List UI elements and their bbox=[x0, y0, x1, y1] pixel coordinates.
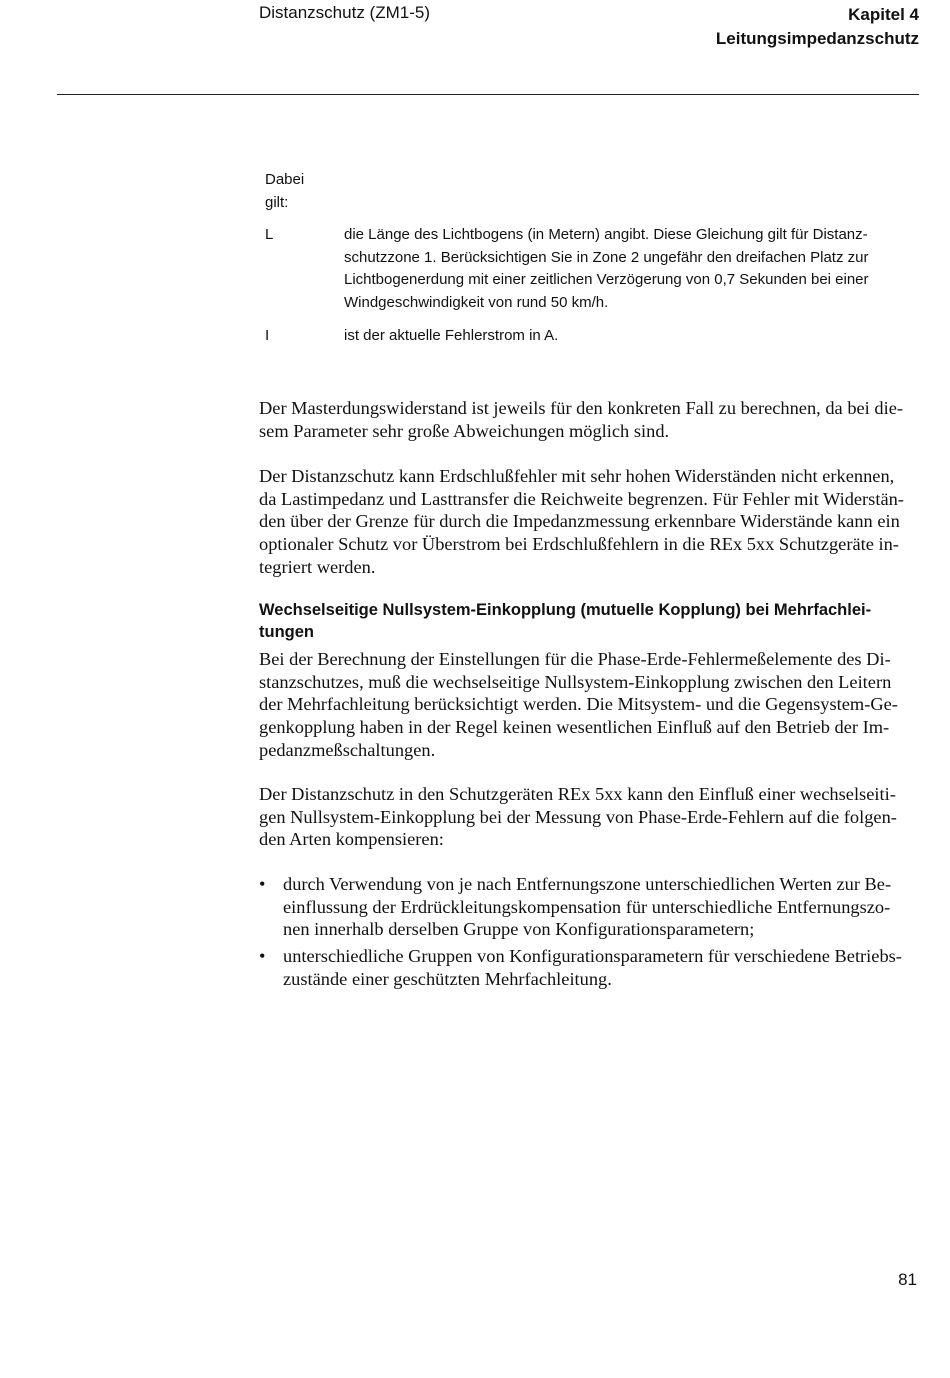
running-header-right bbox=[716, 3, 919, 51]
list-item: • durch Verwendung von je nach Entfernungszone unterschiedlichen Werten zur Be- einflussung der Erdrückleitungskompensation für unterschiedliche Entfernungszo- nen innerhalb derselben Gruppe von Konfigurationsparametern; bbox=[259, 874, 892, 940]
chapter-number: Kapitel 4 bbox=[848, 5, 919, 24]
paragraph-mutual-coupling: Bei der Berechnung der Einstellungen für die Phase-Erde-Fehlermeßelemente des Di- stanzschutzes, muß die wechselseitige Nullsystem-Einkopplung zwischen den Leitern der Mehrfachleitung berücksichtigt werden. Die Mitsystem- und die Gegensystem-Ge- genkopplung haben in der Regel keinen wesentlichen Einfluß auf den Betrieb der Im- pedanzmeßschaltungen. bbox=[259, 649, 898, 760]
running-header-left: Distanzschutz (ZM1-5) bbox=[259, 3, 430, 22]
chapter-title: Leitungsimpedanzschutz bbox=[715, 29, 919, 48]
page-number: 81 bbox=[898, 1270, 917, 1289]
list-item: • unterschiedliche Gruppen von Konfigurationsparametern für verschiedene Betriebs- zustände einer geschützten Mehrfachleitung. bbox=[259, 946, 902, 989]
definition-symbol: I bbox=[265, 327, 270, 344]
definition-text: die Länge des Lichtbogens (in Metern) angibt. Diese Gleichung gilt für Distanz- schutzzone 1. Berücksichtigen Sie in Zone 2 ungefähr den dreifachen Platz zur Lichtbogenerdung mit einer zeitlichen Verzögerung von 0,7 Sekunden bei einer Windgeschwindigkeit von rund 50 km/h. bbox=[344, 226, 869, 311]
definition-text: ist der aktuelle Fehlerstrom in A. bbox=[344, 327, 559, 344]
definition-symbol: L bbox=[265, 226, 274, 243]
paragraph-earthing-resistance: Der Masterdungswiderstand ist jeweils für den konkreten Fall zu berechnen, da bei die- sem Parameter sehr große Abweichungen möglich sind. bbox=[259, 398, 903, 441]
paragraph-compensation: Der Distanzschutz in den Schutzgeräten REx 5xx kann den Einfluß einer wechselseiti- gen Nullsystem-Einkopplung bei der Messung von Phase-Erde-Fehlern auf die folgen- den Arten kompensieren: bbox=[259, 784, 897, 850]
where-label-line1: Dabei bbox=[265, 171, 305, 188]
header-rule bbox=[57, 94, 919, 95]
where-label-line2: gilt: bbox=[265, 194, 289, 211]
where-label bbox=[265, 168, 325, 214]
section-heading: Wechselseitige Nullsystem-Einkopplung (mutuelle Kopplung) bei Mehrfachlei- tungen bbox=[259, 601, 872, 641]
bullet-marker: • bbox=[259, 946, 266, 967]
bullet-marker: • bbox=[259, 874, 266, 894]
paragraph-earth-fault-limits: Der Distanzschutz kann Erdschlußfehler mit sehr hohen Widerständen nicht erkennen, da Lastimpedanz und Lasttransfer die Reichweite begrenzen. Für Fehler mit Widerstän- den über der Grenze für durch die Impedanzmessung erkennbare Widerstände kann ein optionaler Schutz vor Überstrom bei Erdschlußfehlern in die REx 5xx Schutzgeräte in- tegriert werden. bbox=[259, 466, 904, 577]
bullet-list bbox=[259, 873, 918, 995]
